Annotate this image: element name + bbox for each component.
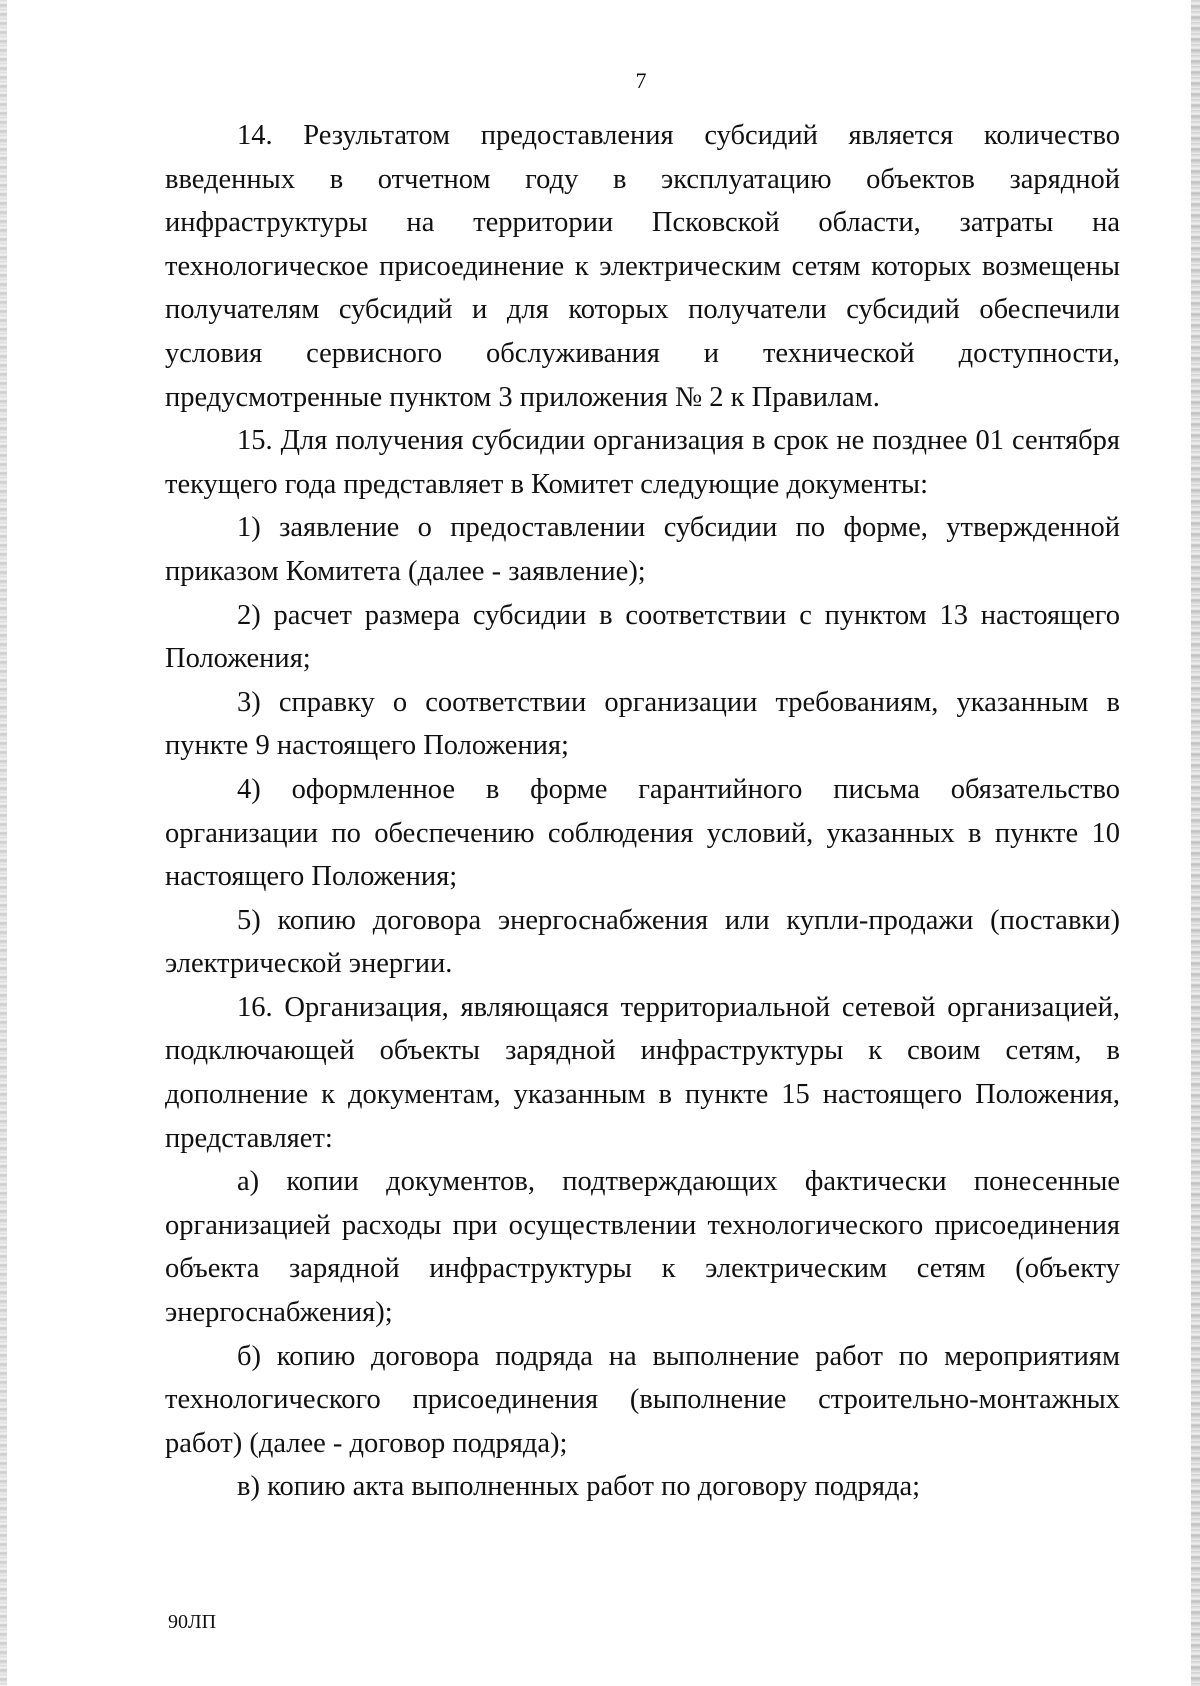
paragraph-15: 15. Для получения субсидии организация в срок не позднее 01 сентября текущего года представляет в Комитет следующие документы: <box>165 425 1120 500</box>
list-item-b: б) копию договора подряда на выполнение работ по мероприятиям технологического присоединения (выполнение строительно-монтажных работ) (далее - договор подряда); <box>165 1340 1120 1459</box>
list-item-a: а) копии документов, подтверждающих фактически понесенные организацией расходы при осуществлении технологического присоединения объекта зарядной инфраструктуры к электрическим сетям (объекту энергоснабжения); <box>165 1166 1120 1329</box>
list-item-1: 1) заявление о предоставлении субсидии по форме, утвержденной приказом Комитета (далее - заявление); <box>165 512 1120 587</box>
list-item-3: 3) справку о соответствии организации требованиям, указанным в пункте 9 настоящего Положения; <box>165 686 1120 762</box>
document-body <box>165 114 1120 1509</box>
list-item-2: 2) расчет размера субсидии в соответствии с пунктом 13 настоящего Положения; <box>165 599 1120 675</box>
scan-edge-left <box>0 0 7 1686</box>
document-code: 90ЛП <box>168 1611 217 1633</box>
list-item-5: 5) копию договора энергоснабжения или купли-продажи (поставки) электрической энергии. <box>165 904 1120 980</box>
paragraph-16: 16. Организация, являющаяся территориальной сетевой организацией, подключающей объекты зарядной инфраструктуры к своим сетям, в дополнение к документам, указанным в пункте 15 настоящего Положения, представляет: <box>165 991 1120 1154</box>
scan-edge-right <box>1191 0 1200 1686</box>
list-item-4: 4) оформленное в форме гарантийного письма обязательство организации по обеспечению соблюдения условий, указанных в пункте 10 настоящего Положения; <box>165 773 1120 893</box>
paragraph-14: 14. Результатом предоставления субсидий является количество введенных в отчетном году в эксплуатацию объектов зарядной инфраструктуры на территории Псковской области, затраты на технологическое присоединение к электрическим сетям которых возмещены получателям субсидий и для которых получатели субсидий обеспечили условия сервисного обслуживания и технической доступности, предусмотренные пунктом 3 приложения № 2 к Правилам. <box>165 120 1120 413</box>
list-item-v: в) копию акта выполненных работ по договору подряда; <box>237 1471 921 1503</box>
page-number: 7 <box>635 68 647 93</box>
